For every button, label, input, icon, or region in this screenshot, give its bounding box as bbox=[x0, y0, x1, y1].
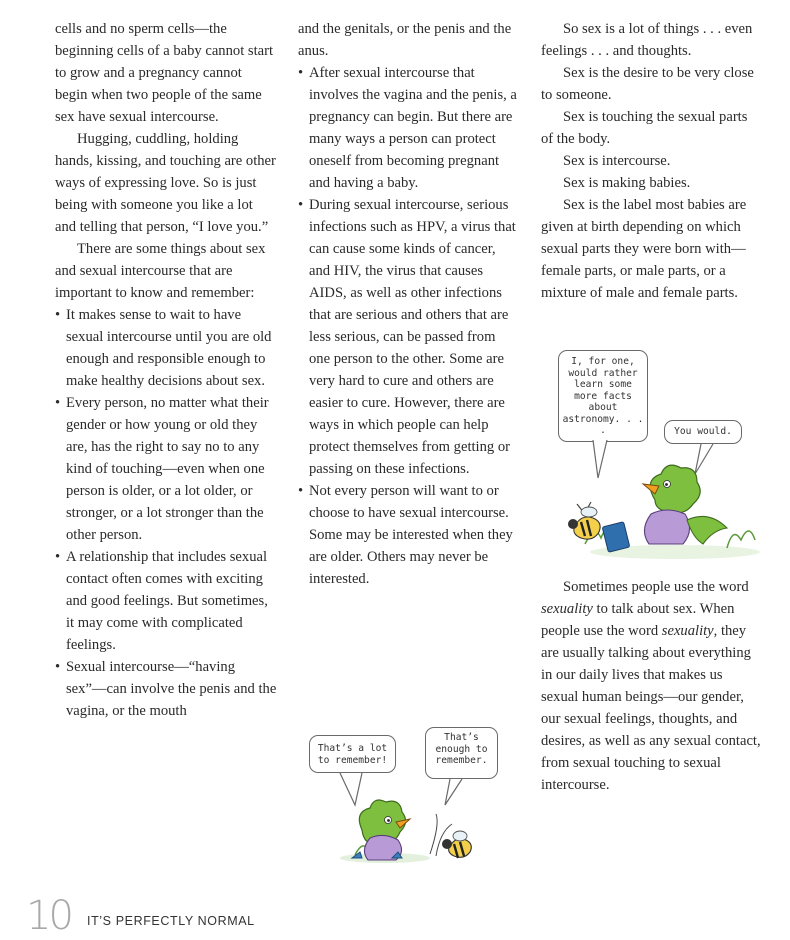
col3-paragraph-1: So sex is a lot of things . . . even feelings . . . and thoughts. bbox=[541, 21, 753, 59]
column-3 bbox=[541, 18, 763, 304]
list-item: • Not every person will want to or choose to have sexual intercourse. Some may be interested when they are older. Others may never be interested. bbox=[298, 480, 520, 590]
list-item: • During sexual intercourse, serious infections such as HPV, a virus that can cause some kinds of cancer, and HIV, the virus that causes AIDS, as well as other infections that are serious and others that are less serious, can be passed from one person to the other. Some are very hard to cure and others are easier to cure. However, there are ways in which people can help protect themselves from getting or passing on these infections. bbox=[298, 194, 520, 480]
col2-bullet-list bbox=[298, 62, 520, 590]
col1-love-paragraph: Hugging, cuddling, holding hands, kissing, and touching are other ways of expressing love. So is just being with someone you like a lot and telling that person, “I love you.” bbox=[55, 131, 276, 235]
bubble-tail-left bbox=[593, 440, 607, 478]
bee-head bbox=[442, 839, 452, 849]
list-item: • A relationship that includes sexual contact often comes with exciting and good feelings. But sometimes, it may come with complicated feelings. bbox=[55, 546, 277, 656]
bird-bee-illustration-2 bbox=[555, 440, 775, 570]
speech-bubble-right: That’s enough to remember. bbox=[425, 727, 498, 779]
column-2 bbox=[298, 18, 520, 590]
sexuality-text-2: to talk about sex. When people use the word bbox=[541, 601, 735, 639]
bee-body bbox=[449, 839, 472, 857]
sexuality-text-3: , they are usually talking about everything in our daily lives that makes us sexual human beings—our gender, our sexual feelings, thoughts, and desires, as well as any sexual contact, from sexual touching to sexual intercourse. bbox=[541, 623, 761, 793]
list-item: • It makes sense to wait to have sexual intercourse until you are old enough and responsible enough to make healthy decisions about sex. bbox=[55, 304, 277, 392]
list-item: • Sexual intercourse—“having sex”—can involve the penis and the vagina, or the mouth bbox=[55, 656, 277, 722]
col3-paragraph-3: Sex is touching the sexual parts of the body. bbox=[541, 109, 748, 147]
col3-paragraph-4: Sex is intercourse. bbox=[563, 153, 671, 169]
bird-pupil bbox=[665, 483, 668, 486]
speech-bubble-left: That’s a lot to remember! bbox=[309, 735, 396, 773]
bubble-tail-right bbox=[695, 444, 713, 474]
sexuality-emphasis-2: sexuality bbox=[661, 623, 714, 639]
col1-intro-paragraph: cells and no sperm cells—the beginning cells of a baby cannot start to grow and a pregnancy cannot begin when two people of the same sex have sexual intercourse. bbox=[55, 21, 274, 125]
column-1 bbox=[55, 18, 277, 722]
book-title: IT’S PERFECTLY NORMAL bbox=[87, 914, 255, 928]
list-item: • After sexual intercourse that involves the vagina and the penis, a pregnancy can begin. But there are many ways a person can protect oneself from becoming pregnant and having a baby. bbox=[298, 62, 520, 194]
col1-bullet-list bbox=[55, 304, 277, 722]
bird-purple-shirt bbox=[644, 510, 689, 544]
bird-bee-illustration-1 bbox=[300, 760, 520, 870]
col3-paragraph-5: Sex is making babies. bbox=[563, 175, 691, 191]
col3-paragraph-6: Sex is the label most babies are given at birth depending on which sexual parts they were born with—female parts, or male parts, or a mixture of male and female parts. bbox=[541, 197, 747, 301]
sexuality-emphasis-1: sexuality bbox=[541, 601, 593, 617]
speech-bubble-astronomy: I, for one, would rather learn some more facts about astronomy. . . . bbox=[558, 350, 648, 442]
sexuality-paragraph bbox=[541, 576, 763, 796]
sexuality-text-1: Sometimes people use the word bbox=[563, 579, 749, 595]
col1-important-paragraph: There are some things about sex and sexual intercourse that are important to know and remember: bbox=[55, 241, 266, 301]
col2-intro-paragraph: and the genitals, or the penis and the anus. bbox=[298, 21, 512, 59]
bee-wing bbox=[453, 831, 467, 841]
col3-paragraph-2: Sex is the desire to be very close to someone. bbox=[541, 65, 754, 103]
page-number: 10 bbox=[26, 893, 71, 939]
speech-bubble-you-would: You would. bbox=[664, 420, 742, 444]
bee-wing bbox=[581, 507, 597, 517]
bubble-tail-left bbox=[340, 773, 362, 805]
list-item: • Every person, no matter what their gender or how young or old they are, has the right to say no to any kind of touching—even when one person is older, or a lot older, or stronger, or a lot stronger than the other person. bbox=[55, 392, 277, 546]
bird-pupil bbox=[387, 819, 390, 822]
bird-tail-feathers bbox=[687, 516, 727, 544]
bee-head bbox=[568, 519, 578, 529]
book bbox=[602, 522, 630, 553]
bubble-tail-right bbox=[445, 779, 462, 805]
